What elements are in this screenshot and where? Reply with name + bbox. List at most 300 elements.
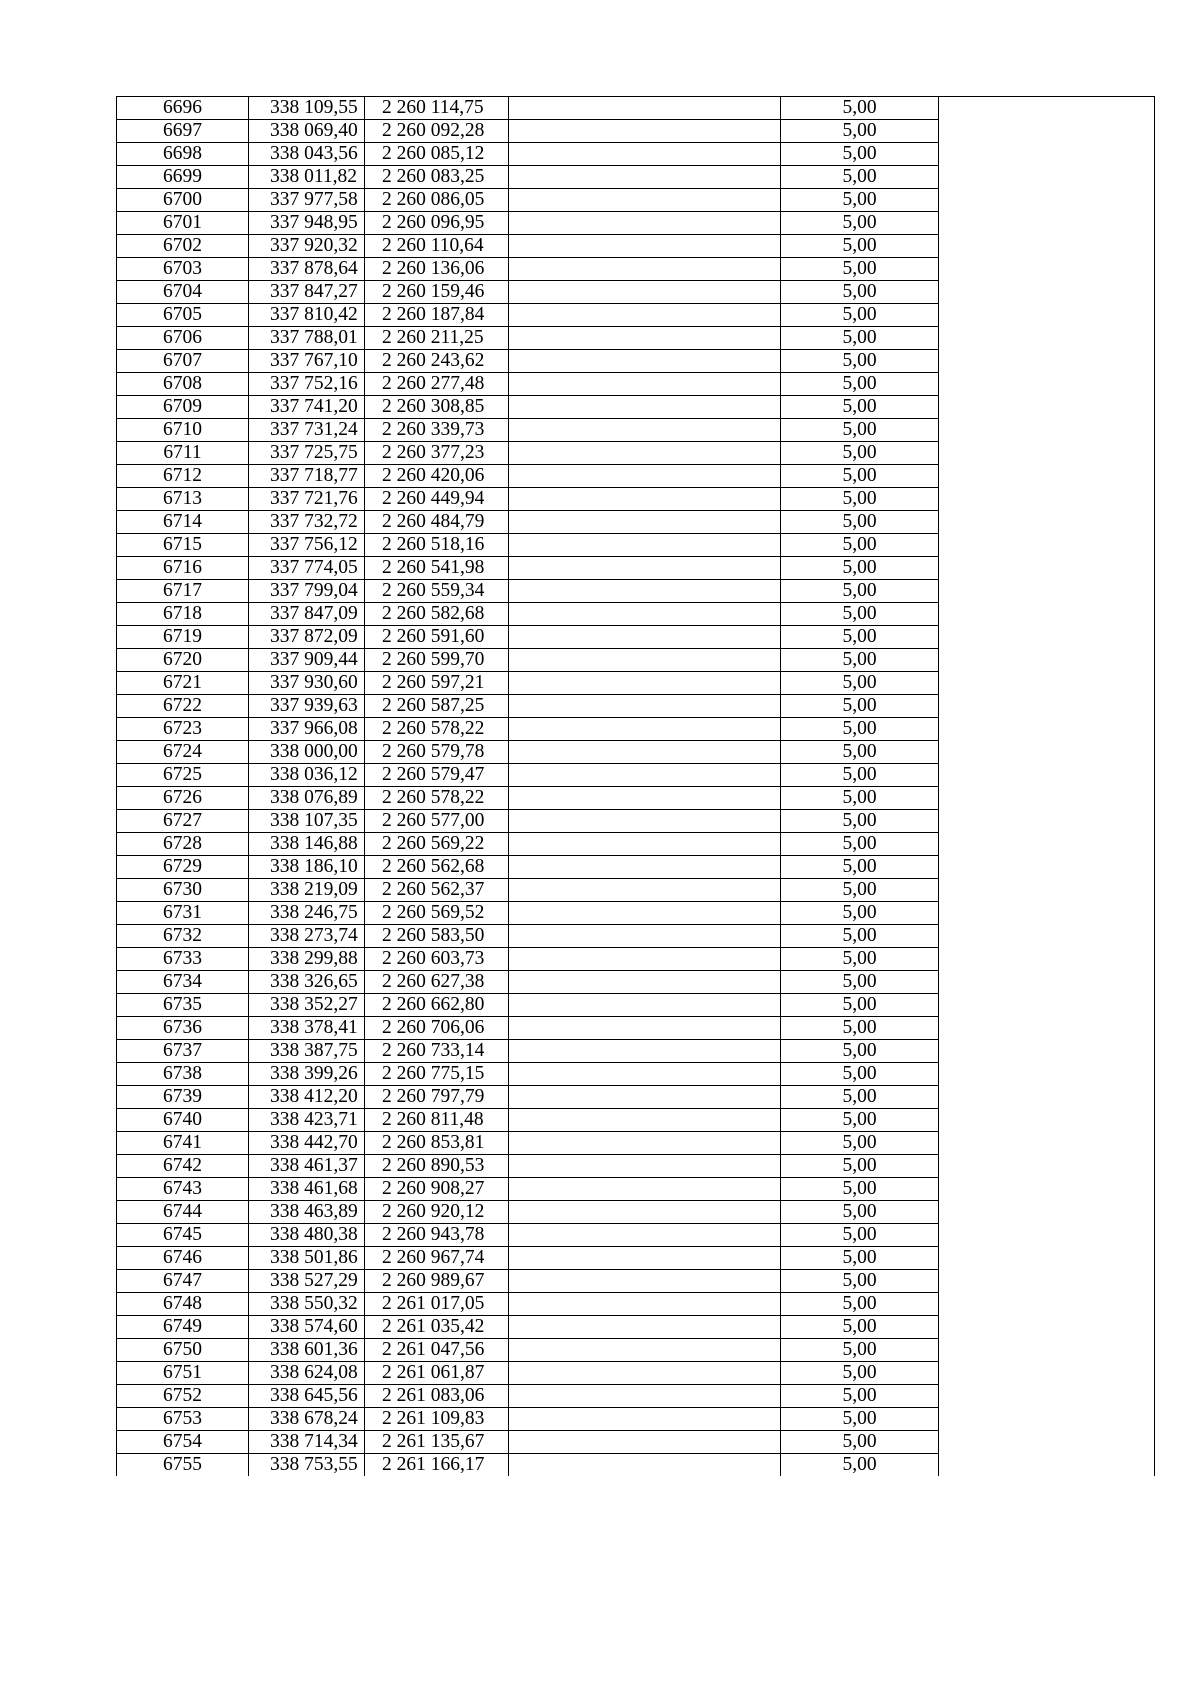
empty-cell [509,304,781,327]
y-coordinate-cell: 2 260 308,85 [365,396,509,419]
empty-cell [939,1178,1155,1201]
point-number-cell: 6718 [117,603,249,626]
y-coordinate-cell: 2 261 109,83 [365,1408,509,1431]
value-cell: 5,00 [781,419,939,442]
table-row [117,902,1155,925]
y-coordinate-cell: 2 260 569,52 [365,902,509,925]
x-coordinate-cell: 338 219,09 [249,879,365,902]
y-coordinate-cell: 2 260 449,94 [365,488,509,511]
point-number-cell: 6738 [117,1063,249,1086]
empty-cell [509,580,781,603]
empty-cell [509,166,781,189]
table-row [117,1431,1155,1454]
y-coordinate-cell: 2 260 591,60 [365,626,509,649]
y-coordinate-cell: 2 260 890,53 [365,1155,509,1178]
y-coordinate-cell: 2 260 083,25 [365,166,509,189]
table-row [117,327,1155,350]
x-coordinate-cell: 337 872,09 [249,626,365,649]
table-row [117,442,1155,465]
empty-cell [939,281,1155,304]
x-coordinate-cell: 337 752,16 [249,373,365,396]
empty-cell [939,511,1155,534]
empty-cell [509,1270,781,1293]
empty-cell [939,235,1155,258]
y-coordinate-cell: 2 260 797,79 [365,1086,509,1109]
point-number-cell: 6704 [117,281,249,304]
empty-cell [939,1040,1155,1063]
empty-cell [509,718,781,741]
value-cell: 5,00 [781,925,939,948]
value-cell: 5,00 [781,1408,939,1431]
x-coordinate-cell: 338 461,37 [249,1155,365,1178]
point-number-cell: 6722 [117,695,249,718]
table-row [117,488,1155,511]
empty-cell [509,327,781,350]
empty-cell [939,1155,1155,1178]
value-cell: 5,00 [781,350,939,373]
y-coordinate-cell: 2 260 587,25 [365,695,509,718]
value-cell: 5,00 [781,603,939,626]
x-coordinate-cell: 337 948,95 [249,212,365,235]
point-number-cell: 6717 [117,580,249,603]
table-row [117,258,1155,281]
y-coordinate-cell: 2 260 579,78 [365,741,509,764]
point-number-cell: 6712 [117,465,249,488]
value-cell: 5,00 [781,1224,939,1247]
x-coordinate-cell: 338 501,86 [249,1247,365,1270]
empty-cell [939,304,1155,327]
empty-cell [939,143,1155,166]
point-number-cell: 6747 [117,1270,249,1293]
x-coordinate-cell: 338 146,88 [249,833,365,856]
empty-cell [939,994,1155,1017]
empty-cell [939,1316,1155,1339]
point-number-cell: 6700 [117,189,249,212]
empty-cell [939,971,1155,994]
table-row [117,166,1155,189]
empty-cell [509,1063,781,1086]
empty-cell [509,488,781,511]
value-cell: 5,00 [781,626,939,649]
x-coordinate-cell: 338 714,34 [249,1431,365,1454]
x-coordinate-cell: 338 299,88 [249,948,365,971]
table-row [117,580,1155,603]
table-row [117,511,1155,534]
value-cell: 5,00 [781,143,939,166]
value-cell: 5,00 [781,212,939,235]
value-cell: 5,00 [781,1155,939,1178]
x-coordinate-cell: 338 076,89 [249,787,365,810]
empty-cell [509,1201,781,1224]
table-row [117,534,1155,557]
value-cell: 5,00 [781,442,939,465]
x-coordinate-cell: 338 423,71 [249,1109,365,1132]
empty-cell [509,649,781,672]
point-number-cell: 6707 [117,350,249,373]
empty-cell [939,1086,1155,1109]
empty-cell [939,1201,1155,1224]
empty-cell [509,534,781,557]
empty-cell [939,695,1155,718]
table-row [117,1362,1155,1385]
y-coordinate-cell: 2 261 047,56 [365,1339,509,1362]
empty-cell [939,1270,1155,1293]
value-cell: 5,00 [781,120,939,143]
y-coordinate-cell: 2 260 420,06 [365,465,509,488]
x-coordinate-cell: 337 977,58 [249,189,365,212]
value-cell: 5,00 [781,511,939,534]
empty-cell [509,695,781,718]
empty-cell [509,994,781,1017]
point-number-cell: 6730 [117,879,249,902]
point-number-cell: 6702 [117,235,249,258]
y-coordinate-cell: 2 260 579,47 [365,764,509,787]
value-cell: 5,00 [781,1132,939,1155]
value-cell: 5,00 [781,534,939,557]
point-number-cell: 6720 [117,649,249,672]
y-coordinate-cell: 2 260 562,68 [365,856,509,879]
y-coordinate-cell: 2 260 085,12 [365,143,509,166]
y-coordinate-cell: 2 260 627,38 [365,971,509,994]
value-cell: 5,00 [781,1431,939,1454]
y-coordinate-cell: 2 261 061,87 [365,1362,509,1385]
value-cell: 5,00 [781,902,939,925]
table-row [117,1178,1155,1201]
empty-cell [939,833,1155,856]
point-number-cell: 6729 [117,856,249,879]
y-coordinate-cell: 2 260 377,23 [365,442,509,465]
table-row [117,189,1155,212]
empty-cell [939,1293,1155,1316]
x-coordinate-cell: 337 930,60 [249,672,365,695]
empty-cell [939,1132,1155,1155]
x-coordinate-cell: 338 273,74 [249,925,365,948]
y-coordinate-cell: 2 260 811,48 [365,1109,509,1132]
y-coordinate-cell: 2 260 920,12 [365,1201,509,1224]
coordinates-table-body [117,97,1155,1477]
x-coordinate-cell: 338 352,27 [249,994,365,1017]
value-cell: 5,00 [781,764,939,787]
x-coordinate-cell: 337 718,77 [249,465,365,488]
x-coordinate-cell: 338 399,26 [249,1063,365,1086]
empty-cell [509,419,781,442]
x-coordinate-cell: 337 741,20 [249,396,365,419]
value-cell: 5,00 [781,1339,939,1362]
table-row [117,1454,1155,1477]
empty-cell [509,189,781,212]
point-number-cell: 6753 [117,1408,249,1431]
value-cell: 5,00 [781,718,939,741]
value-cell: 5,00 [781,166,939,189]
x-coordinate-cell: 338 378,41 [249,1017,365,1040]
empty-cell [509,143,781,166]
value-cell: 5,00 [781,787,939,810]
empty-cell [509,1247,781,1270]
point-number-cell: 6740 [117,1109,249,1132]
point-number-cell: 6697 [117,120,249,143]
value-cell: 5,00 [781,373,939,396]
empty-cell [939,1247,1155,1270]
y-coordinate-cell: 2 260 277,48 [365,373,509,396]
y-coordinate-cell: 2 260 211,25 [365,327,509,350]
empty-cell [939,258,1155,281]
value-cell: 5,00 [781,649,939,672]
empty-cell [509,1454,781,1477]
empty-cell [939,1362,1155,1385]
point-number-cell: 6698 [117,143,249,166]
point-number-cell: 6733 [117,948,249,971]
empty-cell [509,1132,781,1155]
table-row [117,1086,1155,1109]
empty-cell [509,465,781,488]
table-row [117,1224,1155,1247]
value-cell: 5,00 [781,1201,939,1224]
value-cell: 5,00 [781,879,939,902]
table-row [117,419,1155,442]
value-cell: 5,00 [781,281,939,304]
x-coordinate-cell: 337 721,76 [249,488,365,511]
table-row [117,1293,1155,1316]
empty-cell [509,1178,781,1201]
x-coordinate-cell: 338 461,68 [249,1178,365,1201]
y-coordinate-cell: 2 260 484,79 [365,511,509,534]
y-coordinate-cell: 2 260 187,84 [365,304,509,327]
empty-cell [509,1339,781,1362]
value-cell: 5,00 [781,189,939,212]
x-coordinate-cell: 337 731,24 [249,419,365,442]
y-coordinate-cell: 2 260 662,80 [365,994,509,1017]
value-cell: 5,00 [781,557,939,580]
empty-cell [509,603,781,626]
y-coordinate-cell: 2 260 110,64 [365,235,509,258]
table-row [117,120,1155,143]
empty-cell [509,971,781,994]
empty-cell [509,764,781,787]
value-cell: 5,00 [781,810,939,833]
empty-cell [509,626,781,649]
table-row [117,235,1155,258]
table-row [117,741,1155,764]
empty-cell [939,373,1155,396]
y-coordinate-cell: 2 260 086,05 [365,189,509,212]
y-coordinate-cell: 2 261 083,06 [365,1385,509,1408]
point-number-cell: 6745 [117,1224,249,1247]
point-number-cell: 6743 [117,1178,249,1201]
table-row [117,948,1155,971]
y-coordinate-cell: 2 260 853,81 [365,1132,509,1155]
point-number-cell: 6715 [117,534,249,557]
y-coordinate-cell: 2 260 092,28 [365,120,509,143]
table-row [117,97,1155,120]
table-row [117,1339,1155,1362]
empty-cell [509,925,781,948]
empty-cell [509,1408,781,1431]
point-number-cell: 6726 [117,787,249,810]
value-cell: 5,00 [781,994,939,1017]
empty-cell [509,97,781,120]
point-number-cell: 6751 [117,1362,249,1385]
empty-cell [509,787,781,810]
table-row [117,925,1155,948]
point-number-cell: 6711 [117,442,249,465]
x-coordinate-cell: 337 810,42 [249,304,365,327]
table-row [117,143,1155,166]
x-coordinate-cell: 338 186,10 [249,856,365,879]
empty-cell [939,97,1155,120]
empty-cell [939,810,1155,833]
y-coordinate-cell: 2 261 035,42 [365,1316,509,1339]
x-coordinate-cell: 338 574,60 [249,1316,365,1339]
value-cell: 5,00 [781,695,939,718]
y-coordinate-cell: 2 261 017,05 [365,1293,509,1316]
x-coordinate-cell: 337 847,09 [249,603,365,626]
table-row [117,718,1155,741]
table-row [117,672,1155,695]
point-number-cell: 6710 [117,419,249,442]
x-coordinate-cell: 337 732,72 [249,511,365,534]
value-cell: 5,00 [781,971,939,994]
empty-cell [939,488,1155,511]
table-row [117,1247,1155,1270]
x-coordinate-cell: 338 011,82 [249,166,365,189]
table-row [117,1270,1155,1293]
table-row [117,1017,1155,1040]
y-coordinate-cell: 2 260 577,00 [365,810,509,833]
empty-cell [509,212,781,235]
empty-cell [509,235,781,258]
x-coordinate-cell: 338 246,75 [249,902,365,925]
value-cell: 5,00 [781,1454,939,1477]
y-coordinate-cell: 2 260 096,95 [365,212,509,235]
value-cell: 5,00 [781,97,939,120]
table-row [117,833,1155,856]
empty-cell [939,718,1155,741]
value-cell: 5,00 [781,672,939,695]
table-row [117,350,1155,373]
y-coordinate-cell: 2 260 582,68 [365,603,509,626]
x-coordinate-cell: 338 069,40 [249,120,365,143]
table-row [117,603,1155,626]
y-coordinate-cell: 2 260 339,73 [365,419,509,442]
x-coordinate-cell: 338 442,70 [249,1132,365,1155]
empty-cell [509,1224,781,1247]
value-cell: 5,00 [781,235,939,258]
empty-cell [509,1431,781,1454]
empty-cell [939,327,1155,350]
x-coordinate-cell: 338 527,29 [249,1270,365,1293]
table-row [117,465,1155,488]
x-coordinate-cell: 338 326,65 [249,971,365,994]
x-coordinate-cell: 338 036,12 [249,764,365,787]
value-cell: 5,00 [781,327,939,350]
x-coordinate-cell: 338 043,56 [249,143,365,166]
y-coordinate-cell: 2 260 733,14 [365,1040,509,1063]
table-row [117,1385,1155,1408]
empty-cell [939,1431,1155,1454]
table-row [117,281,1155,304]
x-coordinate-cell: 338 601,36 [249,1339,365,1362]
empty-cell [509,1109,781,1132]
point-number-cell: 6735 [117,994,249,1017]
x-coordinate-cell: 338 412,20 [249,1086,365,1109]
x-coordinate-cell: 337 767,10 [249,350,365,373]
empty-cell [939,925,1155,948]
empty-cell [509,741,781,764]
table-row [117,626,1155,649]
point-number-cell: 6754 [117,1431,249,1454]
point-number-cell: 6699 [117,166,249,189]
empty-cell [939,672,1155,695]
empty-cell [939,557,1155,580]
y-coordinate-cell: 2 260 908,27 [365,1178,509,1201]
y-coordinate-cell: 2 260 136,06 [365,258,509,281]
x-coordinate-cell: 337 788,01 [249,327,365,350]
empty-cell [939,1109,1155,1132]
value-cell: 5,00 [781,580,939,603]
point-number-cell: 6739 [117,1086,249,1109]
empty-cell [939,534,1155,557]
table-row [117,1316,1155,1339]
empty-cell [939,1408,1155,1431]
table-row [117,1408,1155,1431]
table-row [117,695,1155,718]
point-number-cell: 6752 [117,1385,249,1408]
table-row [117,1132,1155,1155]
table-row [117,764,1155,787]
point-number-cell: 6701 [117,212,249,235]
value-cell: 5,00 [781,465,939,488]
empty-cell [939,1385,1155,1408]
empty-cell [939,603,1155,626]
empty-cell [509,281,781,304]
value-cell: 5,00 [781,1178,939,1201]
x-coordinate-cell: 337 878,64 [249,258,365,281]
table-row [117,879,1155,902]
y-coordinate-cell: 2 261 166,17 [365,1454,509,1477]
x-coordinate-cell: 338 480,38 [249,1224,365,1247]
x-coordinate-cell: 337 799,04 [249,580,365,603]
empty-cell [939,1224,1155,1247]
x-coordinate-cell: 338 753,55 [249,1454,365,1477]
table-row [117,1040,1155,1063]
empty-cell [939,465,1155,488]
value-cell: 5,00 [781,396,939,419]
table-row [117,557,1155,580]
table-row [117,1201,1155,1224]
point-number-cell: 6716 [117,557,249,580]
y-coordinate-cell: 2 260 943,78 [365,1224,509,1247]
empty-cell [939,902,1155,925]
point-number-cell: 6746 [117,1247,249,1270]
empty-cell [509,557,781,580]
point-number-cell: 6708 [117,373,249,396]
y-coordinate-cell: 2 260 541,98 [365,557,509,580]
value-cell: 5,00 [781,833,939,856]
point-number-cell: 6725 [117,764,249,787]
y-coordinate-cell: 2 260 243,62 [365,350,509,373]
y-coordinate-cell: 2 260 583,50 [365,925,509,948]
x-coordinate-cell: 337 909,44 [249,649,365,672]
x-coordinate-cell: 338 463,89 [249,1201,365,1224]
empty-cell [509,120,781,143]
empty-cell [509,350,781,373]
point-number-cell: 6727 [117,810,249,833]
point-number-cell: 6724 [117,741,249,764]
point-number-cell: 6709 [117,396,249,419]
table-row [117,304,1155,327]
x-coordinate-cell: 337 847,27 [249,281,365,304]
value-cell: 5,00 [781,1086,939,1109]
